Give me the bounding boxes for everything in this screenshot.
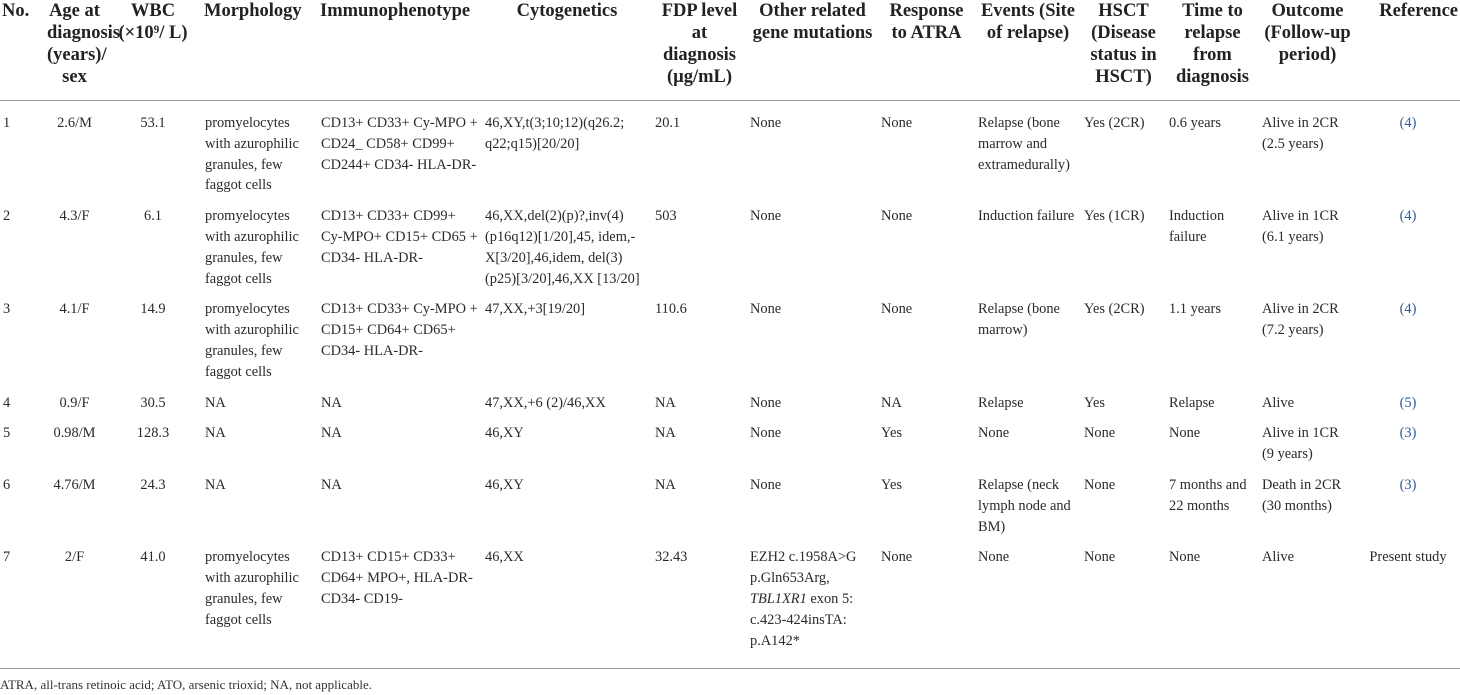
cell-wbc: 14.9 xyxy=(140,301,166,318)
cell-wbc: 24.3 xyxy=(140,476,166,493)
cell-immunophenotype: CD13+ CD33+ CD99+ Cy-MPO+ CD15+ CD65 + CD34- HLA-DR- xyxy=(321,208,478,266)
header-outcome: Outcome (Follow-up period) xyxy=(1264,1,1351,65)
mutation-text: EZH2 c.1958A>G p.Gln653Arg, xyxy=(750,549,857,587)
reference-link[interactable]: (3) xyxy=(1399,425,1417,442)
cell-time-relapse: Relapse xyxy=(1169,394,1215,411)
reference-text: Present study xyxy=(1369,549,1447,566)
cell-hsct: None xyxy=(1084,425,1116,442)
header-cytogenetics: Cytogenetics xyxy=(516,1,618,21)
cell-fdp: 32.43 xyxy=(655,549,688,566)
cell-morphology: NA xyxy=(205,425,226,442)
cell-atra: Yes xyxy=(881,425,902,442)
header-no: No. xyxy=(2,1,30,21)
cell-events: Induction failure xyxy=(978,208,1075,225)
cell-no: 7 xyxy=(3,549,11,566)
header-immunophenotype: Immunophenotype xyxy=(320,1,471,21)
mutation-text: None xyxy=(750,301,782,318)
header-morphology: Morphology xyxy=(204,1,302,21)
cell-fdp: NA xyxy=(655,476,676,493)
cell-no: 6 xyxy=(3,476,11,493)
cell-wbc: 30.5 xyxy=(140,394,166,411)
cell-atra: Yes xyxy=(881,476,902,493)
cell-outcome: Alive in 2CR (7.2 years) xyxy=(1262,301,1339,339)
table-row xyxy=(0,206,1460,299)
cell-age-sex: 4.1/F xyxy=(59,301,90,318)
cell-cytogenetics: 46,XX,del(2)(p)?,inv(4) (p16q12)[1/20],45, idem,-X[3/20],46,idem, del(3)(p25)[3/20],46,XX [13/20] xyxy=(485,208,640,287)
cell-time-relapse: None xyxy=(1169,549,1201,566)
cell-mutations xyxy=(747,206,878,299)
cell-atra: NA xyxy=(881,394,902,411)
header-events: Events (Site of relapse) xyxy=(980,1,1076,43)
header-age-sex: Age at diagnosis (years)/ sex xyxy=(47,1,121,87)
table-footnote: ATRA, all-trans retinoic acid; ATO, arsenic trioxid; NA, not applicable. xyxy=(0,677,372,692)
cell-cytogenetics: 46,XY xyxy=(485,476,524,493)
cell-age-sex: 4.76/M xyxy=(53,476,96,493)
cell-morphology: NA xyxy=(205,394,226,411)
cell-immunophenotype: NA xyxy=(321,425,342,442)
cell-mutations xyxy=(747,393,878,424)
cell-time-relapse: None xyxy=(1169,425,1201,442)
cell-immunophenotype: NA xyxy=(321,476,342,493)
mutation-detail: exon 5: c.423-424insTA: p.A142* xyxy=(750,590,854,649)
cell-hsct: Yes (2CR) xyxy=(1084,301,1145,318)
cell-cytogenetics: 47,XX,+6 (2)/46,XX xyxy=(485,394,606,411)
cell-atra: None xyxy=(881,208,913,225)
header-hsct: HSCT (Disease status in HSCT) xyxy=(1090,1,1157,87)
cell-age-sex: 0.98/M xyxy=(53,425,96,442)
cell-outcome: Death in 2CR (30 months) xyxy=(1262,476,1342,514)
cell-morphology: promyelocytes with azurophilic granules, few faggot cells xyxy=(205,208,299,287)
cell-time-relapse: 7 months and 22 months xyxy=(1169,476,1247,514)
table-row xyxy=(0,423,1460,475)
table-row xyxy=(0,299,1460,392)
cell-hsct: Yes xyxy=(1084,394,1105,411)
cell-hsct: Yes (2CR) xyxy=(1084,115,1145,131)
reference-link[interactable]: (4) xyxy=(1399,115,1417,131)
reference-link[interactable]: (3) xyxy=(1399,476,1417,493)
cell-age-sex: 2.6/M xyxy=(57,115,92,131)
cell-morphology: promyelocytes with azurophilic granules, few faggot cells xyxy=(205,549,299,628)
cell-atra: None xyxy=(881,115,913,131)
cell-no: 5 xyxy=(3,425,11,442)
mutation-text: None xyxy=(750,425,782,442)
table-row xyxy=(0,393,1460,424)
cell-events: Relapse (bone marrow and extramedurally) xyxy=(978,115,1070,173)
cell-outcome: Alive xyxy=(1262,549,1294,566)
cell-outcome: Alive in 2CR (2.5 years) xyxy=(1262,115,1339,152)
cell-age-sex: 2/F xyxy=(64,549,85,566)
cell-no: 2 xyxy=(3,208,11,225)
header-row xyxy=(0,0,1460,101)
cell-cytogenetics: 46,XY xyxy=(485,425,524,442)
cell-mutations xyxy=(747,475,878,547)
cell-cytogenetics: 46,XX xyxy=(485,549,524,566)
cell-wbc: 41.0 xyxy=(140,549,166,566)
reference-link[interactable]: (5) xyxy=(1399,394,1417,411)
cell-hsct: None xyxy=(1084,476,1116,493)
cell-mutations xyxy=(747,299,878,392)
cell-no: 4 xyxy=(3,394,11,411)
mutation-text: None xyxy=(750,208,782,225)
cell-fdp: 503 xyxy=(655,208,677,225)
cell-events: None xyxy=(978,425,1010,442)
mutation-text: None xyxy=(750,115,782,131)
header-atra: Response to ATRA xyxy=(889,1,964,43)
cell-wbc: 6.1 xyxy=(144,208,162,225)
cell-fdp: 110.6 xyxy=(655,301,687,318)
cell-morphology: promyelocytes with azurophilic granules, few faggot cells xyxy=(205,301,299,380)
cell-time-relapse: 1.1 years xyxy=(1169,301,1221,318)
cell-morphology: promyelocytes with azurophilic granules, few faggot cells xyxy=(205,115,299,194)
cell-hsct: None xyxy=(1084,549,1116,566)
header-wbc: WBC (×10⁹/ L) xyxy=(118,1,188,43)
cell-wbc: 53.1 xyxy=(140,115,166,131)
cell-fdp: 20.1 xyxy=(655,115,681,131)
cell-age-sex: 4.3/F xyxy=(59,208,90,225)
reference-link[interactable]: (4) xyxy=(1399,301,1417,318)
cell-wbc: 128.3 xyxy=(136,425,170,442)
header-time-relapse: Time to relapse from diagnosis xyxy=(1175,1,1249,87)
cell-immunophenotype: CD13+ CD33+ Cy-MPO + CD24_ CD58+ CD99+ CD244+ CD34- HLA-DR- xyxy=(321,115,478,173)
cell-events: Relapse xyxy=(978,394,1024,411)
cell-immunophenotype: NA xyxy=(321,394,342,411)
cell-immunophenotype: CD13+ CD15+ CD33+ CD64+ MPO+, HLA-DR- CD34- CD19- xyxy=(321,549,473,607)
cell-fdp: NA xyxy=(655,394,676,411)
header-reference: Reference xyxy=(1379,1,1458,21)
cell-no: 3 xyxy=(3,301,11,318)
cell-events: None xyxy=(978,549,1010,566)
cell-outcome: Alive xyxy=(1262,394,1294,411)
cell-hsct: Yes (1CR) xyxy=(1084,208,1145,225)
table-row xyxy=(0,101,1460,207)
cell-age-sex: 0.9/F xyxy=(59,394,90,411)
header-fdp: FDP level at diagnosis (µg/mL) xyxy=(661,1,738,87)
cell-outcome: Alive in 1CR (6.1 years) xyxy=(1262,208,1339,245)
cell-events: Relapse (neck lymph node and BM) xyxy=(978,476,1071,535)
mutation-gene: TBL1XR1 xyxy=(750,590,807,607)
cell-outcome: Alive in 1CR (9 years) xyxy=(1262,425,1339,463)
cell-time-relapse: 0.6 years xyxy=(1169,115,1221,131)
cell-cytogenetics: 46,XY,t(3;10;12)(q26.2; q22;q15)[20/20] xyxy=(485,115,625,152)
cell-time-relapse: Induction failure xyxy=(1169,208,1225,245)
cell-mutations xyxy=(747,547,878,668)
cell-fdp: NA xyxy=(655,425,676,442)
cell-events: Relapse (bone marrow) xyxy=(978,301,1060,339)
cell-atra: None xyxy=(881,549,913,566)
cell-no: 1 xyxy=(3,115,11,131)
header-mutations: Other related gene mutations xyxy=(752,1,873,43)
mutation-text: None xyxy=(750,476,782,493)
cell-morphology: NA xyxy=(205,476,226,493)
mutation-text: None xyxy=(750,394,782,411)
reference-link[interactable]: (4) xyxy=(1399,208,1417,225)
cell-cytogenetics: 47,XX,+3[19/20] xyxy=(485,301,586,318)
cell-mutations xyxy=(747,423,878,475)
cell-atra: None xyxy=(881,301,913,318)
cell-immunophenotype: CD13+ CD33+ Cy-MPO + CD15+ CD64+ CD65+ CD34- HLA-DR- xyxy=(321,301,478,359)
table-row xyxy=(0,475,1460,547)
cell-mutations xyxy=(747,101,878,207)
table-row xyxy=(0,547,1460,668)
